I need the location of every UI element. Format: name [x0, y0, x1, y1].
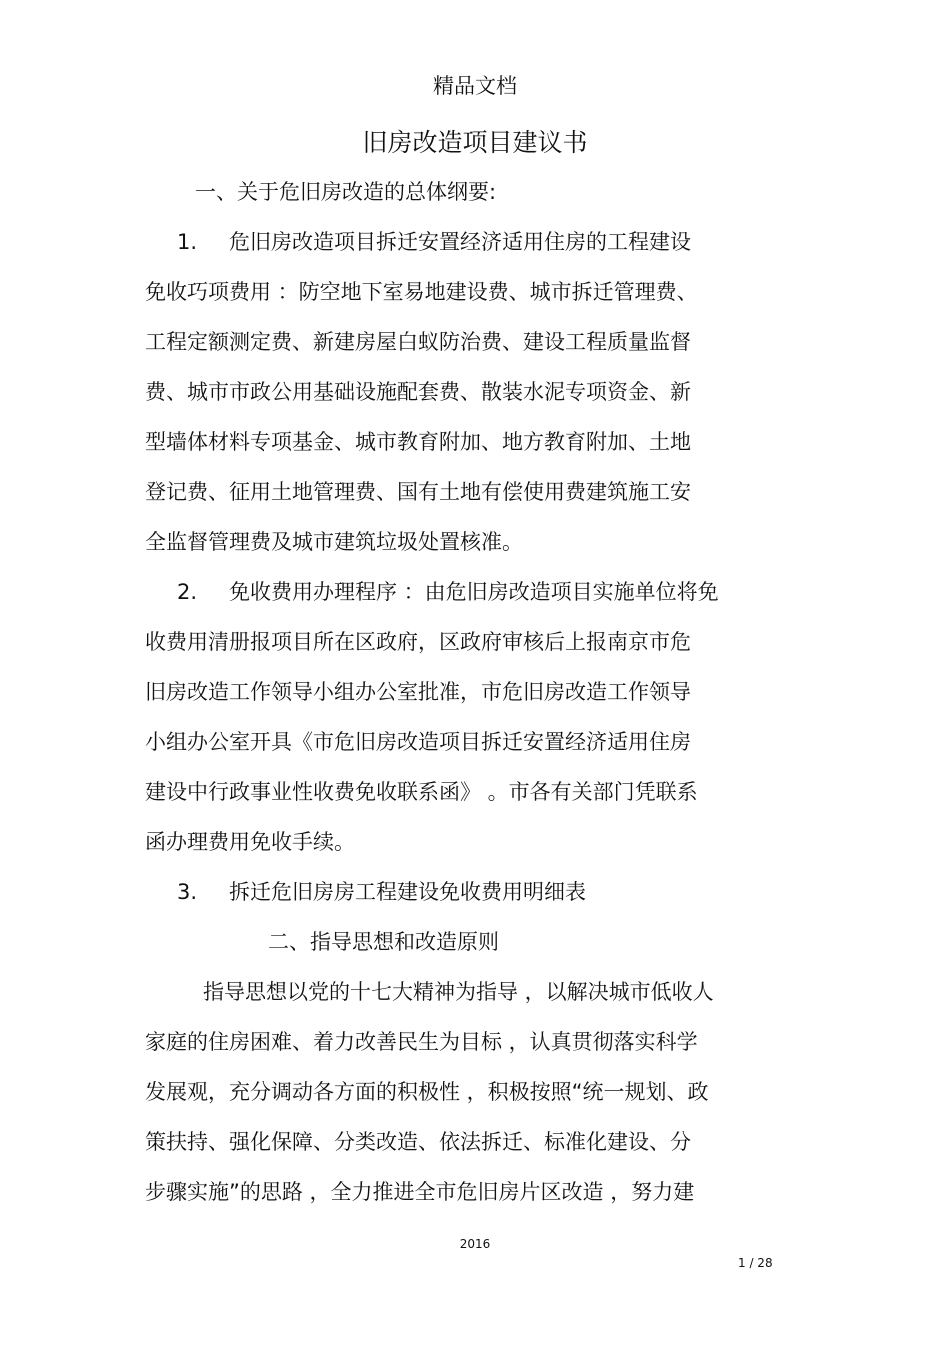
paragraph-line: 工程定额测定费、新建房屋白蚁防治费、建设工程质量监督 — [145, 330, 691, 354]
paragraph-line: 策扶持、强化保障、分类改造、依法拆迁、标准化建设、分 — [145, 1130, 691, 1154]
item-number: 2. — [177, 580, 198, 604]
item-2-first-line — [177, 580, 719, 604]
section-heading-1: 一、关于危旧房改造的总体纲要: — [195, 180, 497, 204]
paragraph-line: 危旧房改造项目拆迁安置经济适用住房的工程建设 — [229, 230, 691, 254]
paragraph-line: 旧房改造工作领导小组办公室批准，市危旧房改造工作领导 — [145, 680, 691, 704]
item-3-line — [177, 880, 586, 904]
paragraph-line: 登记费、征用土地管理费、国有土地有偿使用费建筑施工安 — [145, 480, 691, 504]
paragraph-line: 型墙体材料专项基金、城市教育附加、地方教育附加、土地 — [145, 430, 691, 454]
paragraph-line: 建设中行政事业性收费免收联系函》 。市各有关部门凭联系 — [145, 780, 698, 804]
document-title: 旧房改造项目建议书 — [362, 128, 588, 157]
section-heading-2: 二、指导思想和改造原则 — [268, 930, 499, 954]
paragraph-line: 收费用清册报项目所在区政府，区政府审核后上报南京市危 — [145, 630, 691, 654]
paragraph-line: 全监督管理费及城市建筑垃圾处置核准。 — [145, 530, 523, 554]
paragraph-line: 免收费用办理程序 ：由危旧房改造项目实施单位将免 — [229, 580, 719, 604]
item-number: 1. — [177, 230, 198, 254]
paragraph-line: 小组办公室开具《市危旧房改造项目拆迁安置经济适用住房 — [145, 730, 691, 754]
paragraph-line: 指导思想以党的十七大精神为指导 ，以解决城市低收人 — [203, 980, 714, 1004]
paragraph-line: 家庭的住房困难、着力改善民生为目标 ，认真贯彻落实科学 — [145, 1030, 698, 1054]
page-number: 1 / 28 — [738, 1256, 773, 1270]
item-1-first-line — [177, 230, 691, 254]
footer-year: 2016 — [459, 1237, 491, 1251]
paragraph-line: 免收巧项费用 ：防空地下室易地建设费、城市拆迁管理费、 — [145, 280, 698, 304]
page-header: 精品文档 — [433, 74, 517, 98]
paragraph-line: 发展观，充分调动各方面的积极性 ，积极按照“统一规划、政 — [145, 1080, 709, 1104]
paragraph-line: 拆迁危旧房房工程建设免收费用明细表 — [229, 880, 586, 904]
paragraph-line: 函办理费用免收手续。 — [145, 830, 355, 854]
item-number: 3. — [177, 880, 198, 904]
paragraph-line: 步骤实施”的思路 ，全力推进全市危旧房片区改造 ，努力建 — [145, 1180, 695, 1204]
paragraph-line: 费、城市市政公用基础设施配套费、散装水泥专项资金、新 — [145, 380, 691, 404]
